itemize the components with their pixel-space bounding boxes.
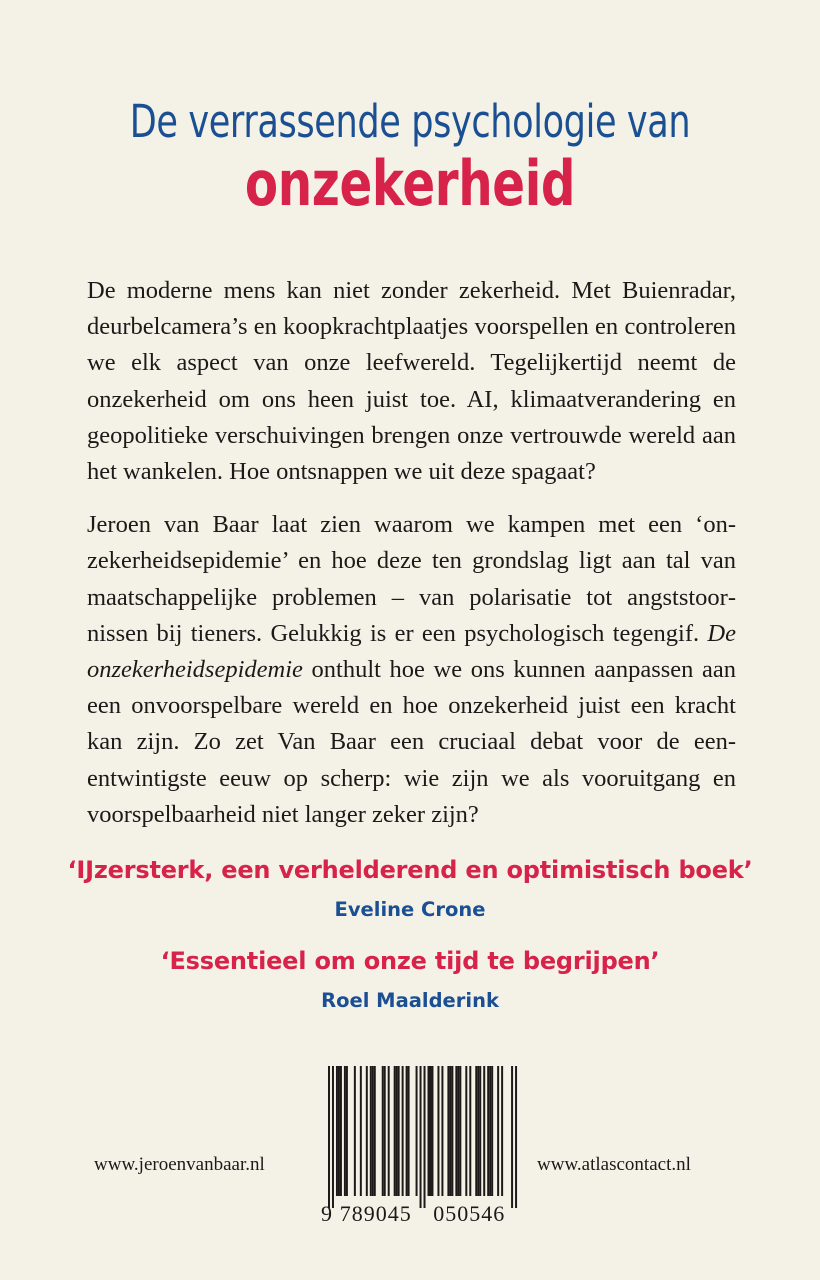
blurb-paragraph-2-rest: onthult hoe we ons kunnen aanpassen aan een onvoorspelbare wereld en hoe onzekerheid juist een kracht kan zijn. Zo zet Van Baar een cruciaal debat voor de eenentwintigste eeuw op scherp: wie zijn we als vooruitgang en voorspelbaarheid niet langer zeker zijn? [87, 656, 736, 828]
author-website: www.jeroenvanbaar.nl [94, 1154, 265, 1175]
endorsement-author-2: Roel Maalderink [321, 989, 499, 1012]
title-line-1: De verrassende psychologie van [129, 95, 691, 148]
svg-text:789045: 789045 [339, 1201, 412, 1226]
barcode-graphic [318, 1066, 528, 1236]
blurb-paragraph-2-lead: Jeroen van Baar laat zien waarom we kampen met een ‘onzekerheidsepidemie’ en hoe deze ten grondslag ligt aan tal van maatschappelijke problemen – van polarisatie tot angststoornissen bij tieners. Gelukkig is er een psychologisch tegengif. [87, 511, 736, 647]
publisher-website: www.atlascontact.nl [537, 1154, 691, 1175]
endorsement-quote-2: ‘Essentieel om onze tijd te begrijpen’ [160, 947, 660, 975]
blurb-paragraph-1: De moderne mens kan niet zonder zekerheid. Met Buienradar, deurbelcamera’s en koopkrachtplaatjes voorspellen en controleren we elk aspect van onze leefwereld. Tegelijkertijd neemt de onzekerheid om ons heen juist toe. AI, klimaatverandering en geopolitieke verschuivingen brengen onze vertrouwde wereld aan het wankelen. Hoe ontsnappen we uit deze spagaat? [87, 277, 736, 486]
svg-text:9: 9 [321, 1201, 333, 1226]
title-line-2: onzekerheid [244, 147, 576, 220]
isbn-barcode [318, 1066, 528, 1236]
blurb [87, 273, 736, 850]
book-title-italic: De onzekerheidsepidemie [87, 619, 736, 684]
blurb-paragraph-2 [87, 507, 736, 833]
endorsement-author-1: Eveline Crone [334, 898, 486, 921]
svg-text:050546: 050546 [433, 1201, 506, 1226]
endorsement-quote-1: ‘IJzersterk, een verhelderend en optimistisch boek’ [67, 856, 753, 884]
